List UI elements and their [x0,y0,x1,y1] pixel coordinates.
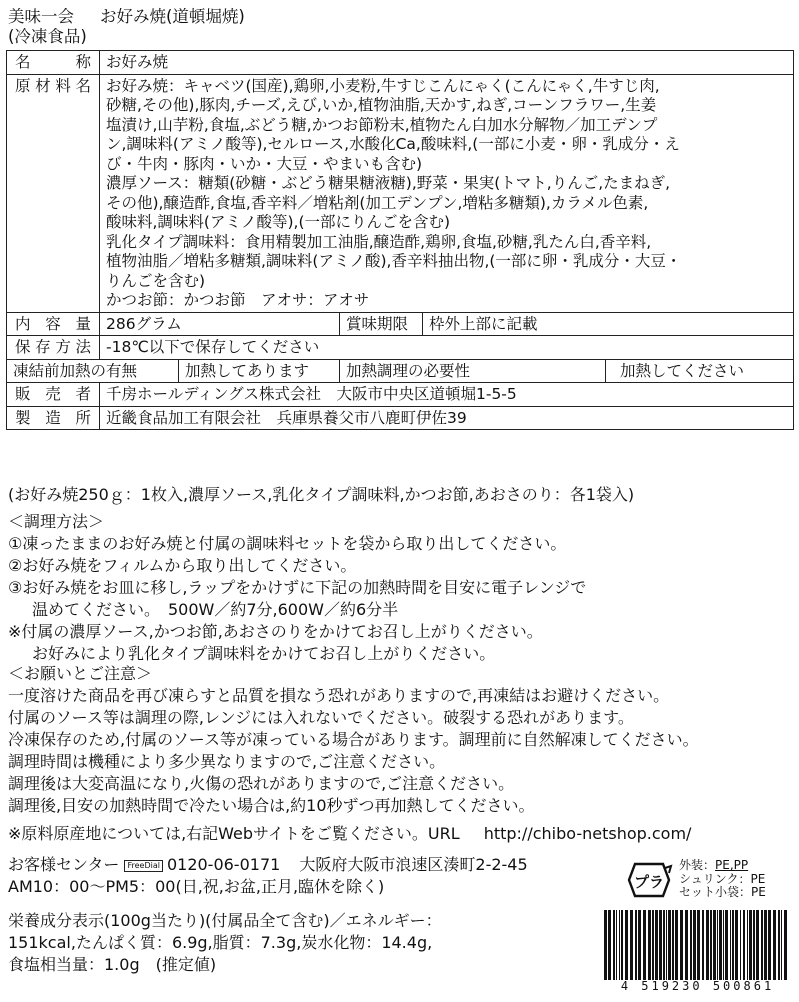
spec-value: 千房ホールディングス株式会社 大阪市中央区道頓堀1-5-5 [100,383,794,407]
packaging-item: シュリンク：PE [679,871,766,886]
cooking-step: ②お好み焼をフィルムから取り出してください。 [8,556,357,575]
spec-row-preheat [7,359,794,383]
ingredient-line: その他),醸造酢,食塩,香辛料／増粘剤(加工デンプン,増粘多糖類),カラメル色素, [106,193,649,212]
packaging-materials [679,859,766,900]
spec-value: 枠外上部に記載 [423,312,794,336]
spec-value: -18℃以下で保存してください [100,336,794,360]
barcode-bar [725,910,728,980]
barcode-bar [616,910,617,980]
nutrition-line: 食塩相当量：1.0g (推定値) [8,955,217,974]
website-url[interactable]: http://chibo-netshop.com/ [483,824,692,843]
cautions-heading: ＜お願いとご注意＞ [8,664,153,683]
barcode-bar [655,910,658,980]
spec-value: 286グラム [100,312,340,336]
caution-line: 調理時間は機種により多少異なりますので,ご注意ください。 [8,752,446,771]
spec-row-seller [7,383,794,407]
spec-label: 加熱調理の必要性 [340,359,606,383]
phone-number[interactable]: 0120-06-0171 [166,855,281,874]
spec-label: 賞味期限 [340,312,423,336]
barcode-bar [756,910,759,980]
barcode-bar [764,910,767,980]
barcode-bar [659,910,662,980]
barcode-bar [675,910,678,980]
ingredient-line: お好み焼：キャベツ(国産),鶏卵,小麦粉,牛すじこんにゃく(こんにゃく,牛すじ肉, [106,76,660,95]
barcode-bar [740,910,741,980]
recycle-mark-text: プラ [633,873,665,891]
ingredient-line: び・牛肉・豚肉・いか・大豆・やまいも含む) [106,154,423,173]
ingredient-line: 濃厚ソース：糖類(砂糖・ぶどう糖果糖液糖),野菜・果実(トマト,りんご,たまねぎ, [106,174,671,192]
spec-row-name [7,51,794,75]
ingredient-line: かつお節：かつお節 アオサ：アオサ [106,291,370,309]
barcode-bar [747,910,748,980]
product-header [8,7,245,27]
barcode-bar [768,910,771,980]
cooking-step: 温めてください。 500W／約7分,600W／約6分半 [32,600,399,619]
cooking-heading: ＜調理方法＞ [8,512,105,531]
spec-label: 内 容 量 [7,312,100,336]
barcode-bar [710,910,712,980]
cooking-step: ①凍ったままのお好み焼と付属の調味料セットを袋から取り出してください。 [8,534,567,553]
spec-row-storage [7,336,794,360]
barcode-bar [652,910,654,980]
barcode-bar [773,910,776,980]
spec-row-content [7,312,794,336]
product-name: お好み焼(道頓堀焼) [100,7,245,26]
brand-name: 美味一会 [8,7,74,26]
spec-table [6,50,794,430]
barcode-bar [749,910,752,980]
freedial-icon: FreeDial [124,860,162,872]
ingredient-line: りんごを含む) [106,271,206,290]
barcode-bar [719,910,722,980]
barcode-bar [643,910,646,980]
spec-value: お好み焼 [100,51,794,75]
spec-row-ingredients [7,74,794,312]
barcode-bar [781,910,782,980]
nutrition-line: 151kcal,たんぱく質：6.9g,脂質：7.3g,炭水化物：14.4g, [8,933,433,952]
barcode-bar [619,910,620,980]
customer-hours: AM10：00〜PM5：00(日,祝,お盆,正月,臨休を除く) [8,877,385,896]
ingredient-line: 砂糖,その他),豚肉,チーズ,えび,いか,植物油脂,天かす,ねぎ,コーンフラワー,生姜 [106,96,657,114]
ingredient-line: 酸味料,調味料(アミノ酸等),(一部にりんごを含む) [106,213,451,231]
cooking-note: ※付属の濃厚ソース,かつお節,あおさのりをかけてお召し上がりください。 [8,622,543,641]
spec-label: 原材料名 [7,74,100,312]
nutrition-line: 栄養成分表示(100g当たり)(付属品全て含む)／エネルギー： [8,911,442,930]
caution-line: 付属のソース等は調理の際,レンジには入れないでください。破裂する恐れがあります。 [8,708,634,727]
cooking-note: お好みにより乳化タイプ調味料をかけてお召し上がりください。 [32,644,496,663]
ingredients-list [100,74,794,312]
barcode-bar [685,910,688,980]
ingredient-line: ン,調味料(アミノ酸等),セルロース,水酸化Ca,酸味料,(一部に小麦・卵・乳成分・え [106,135,680,153]
caution-line: 調理後は大変高温になり,火傷の恐れがありますので,ご注意ください。 [8,774,515,793]
ingredient-line: 植物油脂／増粘多糖類,調味料(アミノ酸),香辛料抽出物,(一部に卵・乳成分・大豆・ [106,252,682,270]
spec-label: 名 称 [7,51,100,75]
caution-line: 一度溶けた商品を再び凍らすと品質を損なう恐れがありますので,再凍結はお避けください。 [8,686,670,705]
ingredient-line: 乳化タイプ調味料：食用精製加工油脂,醸造酢,鶏卵,食塩,砂糖,乳たん白,香辛料, [106,232,652,251]
caution-line: 冷凍保存のため,付属のソース等が凍っている場合があります。調理前に自然解凍してください。 [8,730,699,749]
barcode-bar [672,910,674,980]
barcode-number: 4 519230 500861 [604,980,791,992]
barcode-bar [723,910,724,980]
packaging-item: 外装：PE,PP [679,858,749,872]
caution-line: 調理後,目安の加熱時間で冷たい場合は,約10秒ずつ再加熱してください。 [8,796,535,815]
plastic-recycle-icon [625,858,673,902]
spec-label: 保存方法 [7,336,100,360]
customer-address: 大阪府大阪市浪速区湊町2-2-45 [299,855,528,874]
barcode-bars [604,910,791,980]
barcode-bar [753,910,755,980]
spec-value: 加熱してください [606,359,794,383]
barcode-bar [635,910,637,980]
cooking-step: ③お好み焼をお皿に移し,ラップをかけずに下記の加熱時間を目安に電子レンジで [8,578,587,597]
barcode-bar [730,910,731,980]
barcode-bar [735,910,738,980]
ingredient-line: 塩漬け,山芋粉,食塩,ぶどう糖,かつお節粉末,植物たん白加水分解物／加工デンプ [106,115,658,134]
barcode-bar [717,910,718,980]
barcode-bar [648,910,651,980]
barcode-bar [693,910,696,980]
barcode-bar [625,910,628,980]
barcode-bar [638,910,641,980]
barcode-bar [621,910,623,980]
contents-note: (お好み焼250ｇ：1枚入,濃厚ソース,乳化タイプ調味料,かつお節,あおさのり：各1袋入) [8,485,635,504]
customer-center [8,855,528,875]
barcode-bar [613,910,615,980]
barcode-bar [690,910,692,980]
packaging-item: セット小袋：PE [679,885,766,899]
barcode-bar [604,910,607,980]
barcode-bar [630,910,633,980]
category-label: (冷凍食品) [8,27,87,46]
barcode-bar [663,910,665,980]
barcode-bar [761,910,763,980]
barcode-bar [608,910,611,980]
origin-note [8,824,691,844]
spec-label: 製 造 所 [7,406,100,430]
customer-center-label: お客様センター [8,855,120,874]
barcode-bar [680,910,683,980]
barcode [604,910,791,993]
barcode-bar [778,910,780,980]
barcode-bar [697,910,700,980]
spec-value: 加熱してあります [179,359,340,383]
barcode-bar [666,910,667,980]
barcode-bar [706,910,709,980]
barcode-bar [702,910,704,980]
barcode-bar [743,910,745,980]
barcode-bar [784,910,787,980]
spec-label: 販 売 者 [7,383,100,407]
barcode-bar [713,910,716,980]
spec-row-maker [7,406,794,430]
spec-label: 凍結前加熱の有無 [7,359,179,383]
barcode-bar [668,910,671,980]
barcode-bar [732,910,734,980]
spec-value: 近畿食品加工有限会社 兵庫県養父市八鹿町伊佐39 [100,406,794,430]
origin-text: ※原料原産地については,右記Webサイトをご覧ください。URL [8,824,460,843]
